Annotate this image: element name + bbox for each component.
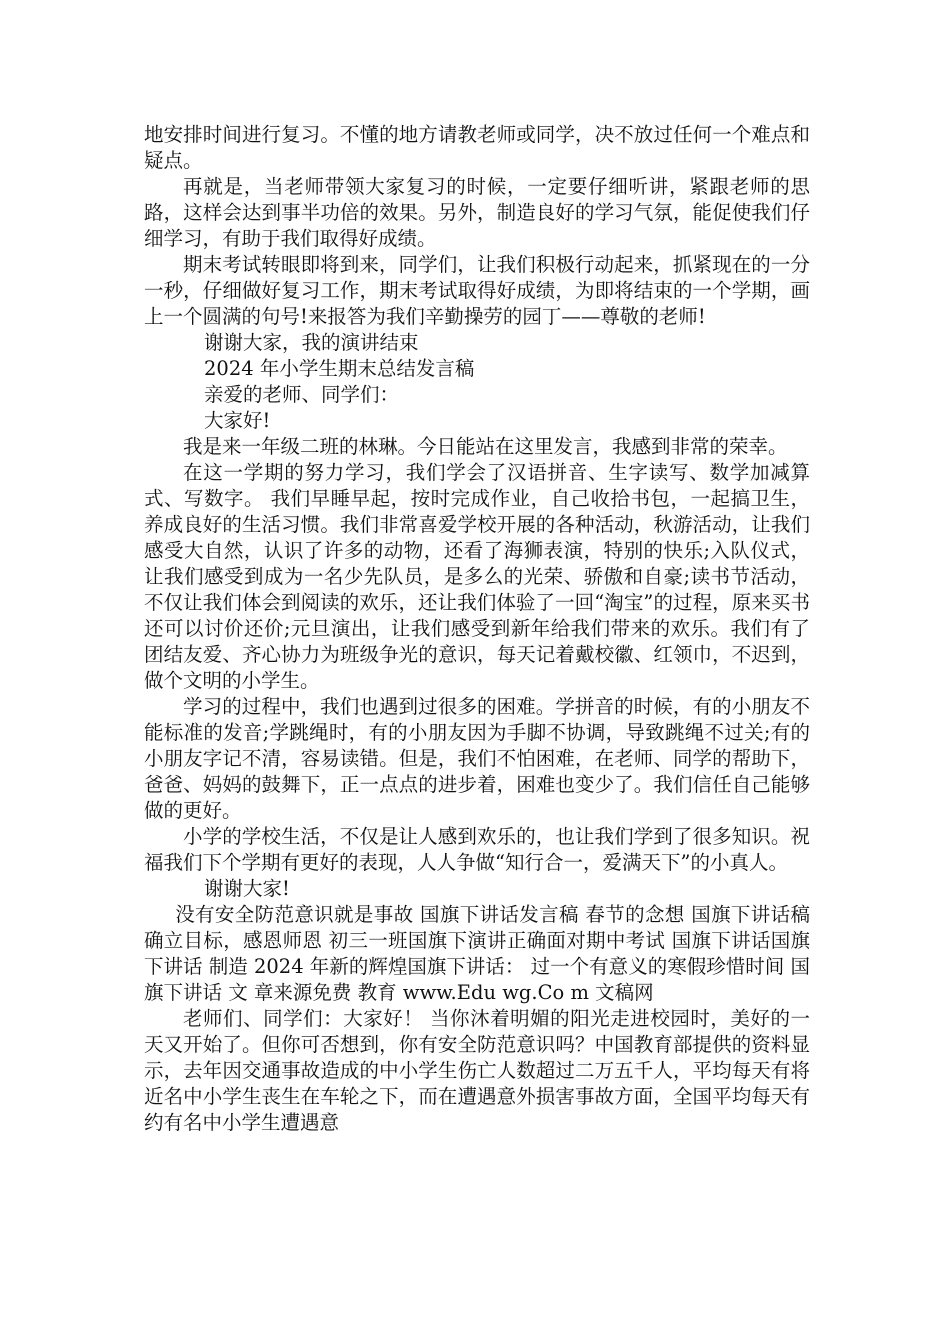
paragraph-thanks: 谢谢大家! bbox=[204, 877, 290, 900]
paragraph-school-life: 小学的学校生活，不仅是让人感到欢乐的，也让我们学到了很多知识。祝福我们下个学期有更好的表现，人人争做“知行合一，爱满天下”的小真人。 bbox=[144, 825, 810, 874]
paragraph-exam-coming: 期末考试转眼即将到来，同学们，让我们积极行动起来，抓紧现在的一分一秒，仔细做好复习工作，期末考试取得好成绩，为即将结束的一个学期，画上一个圆满的句号!来报答为我们辛勤操劳的园丁——尊敬的老师! bbox=[144, 253, 810, 328]
paragraph-review-tail: 地安排时间进行复习。不懂的地方请教老师或同学，决不放过任何一个难点和疑点。 bbox=[144, 123, 810, 172]
salutation: 亲爱的老师、同学们： bbox=[204, 383, 400, 406]
paragraph-self-intro: 我是来一年级二班的林琳。今日能站在这里发言，我感到非常的荣幸。 bbox=[183, 435, 788, 458]
paragraph-follow-teacher: 再就是，当老师带领大家复习的时候，一定要仔细听讲，紧跟老师的思路，这样会达到事半功倍的效果。另外，制造良好的学习气氛，能促使我们仔细学习，有助于我们取得好成绩。 bbox=[144, 175, 810, 250]
paragraph-related-links: 没有安全防范意识就是事故 国旗下讲话发言稿 春节的念想 国旗下讲话稿确立目标，感恩师恩 初三一班国旗下演讲正确面对期中考试 国旗下讲话国旗下讲话 制造 2024 年新的辉煌国旗下讲话： 过一个有意义的寒假珍惜时间 国旗下讲话 文 章来源免费 教育 www.Edu wg.Co m 文稿网 bbox=[144, 903, 810, 1004]
paragraph-difficulties: 学习的过程中，我们也遇到过很多的困难。学拼音的时候，有的小朋友不能标准的发音;学跳绳时，有的小朋友因为手脚不协调，导致跳绳不过关;有的小朋友字记不清，容易读错。但是，我们不怕困难，在老师、同学的帮助下，爸爸、妈妈的鼓舞下，正一点点的进步着，困难也变少了。我们信任自己能够做的更好。 bbox=[144, 695, 810, 822]
paragraph-thanks-end: 谢谢大家，我的演讲结束 bbox=[204, 331, 419, 354]
paragraph-semester-study: 在这一学期的努力学习，我们学会了汉语拼音、生字读写、数学加减算式、写数字。 我们早睡早起，按时完成作业，自己收拾书包，一起搞卫生，养成良好的生活习惯。我们非常喜爱学校开展的各种活动，秋游活动，让我们感受大自然，认识了许多的动物，还看了海狮表演，特别的快乐;入队仪式，让我们感受到成为一名少先队员，是多么的光荣、骄傲和自豪;读书节活动，不仅让我们体会到阅读的欢乐，还让我们体验了一回“淘宝”的过程，原来买书还可以讨价还价;元旦演出，让我们感受到新年给我们带来的欢乐。我们有了团结友爱、齐心协力为班级争光的意识，每天记着戴校徽、红领巾，不迟到，做个文明的小学生。 bbox=[144, 461, 810, 692]
document-body bbox=[144, 122, 810, 1136]
greeting: 大家好! bbox=[204, 409, 271, 432]
section-title: 2024 年小学生期末总结发言稿 bbox=[204, 357, 475, 380]
paragraph-safety-speech: 老师们、同学们：大家好！ 当你沐着明媚的阳光走进校园时，美好的一天又开始了。但你可否想到，你有安全防范意识吗？中国教育部提供的资料显示，去年因交通事故造成的中小学生伤亡人数超过二万五千人，平均每天有将近名中小学生丧生在车轮之下，而在遭遇意外损害事故方面，全国平均每天有约有名中小学生遭遇意 bbox=[144, 1007, 810, 1134]
